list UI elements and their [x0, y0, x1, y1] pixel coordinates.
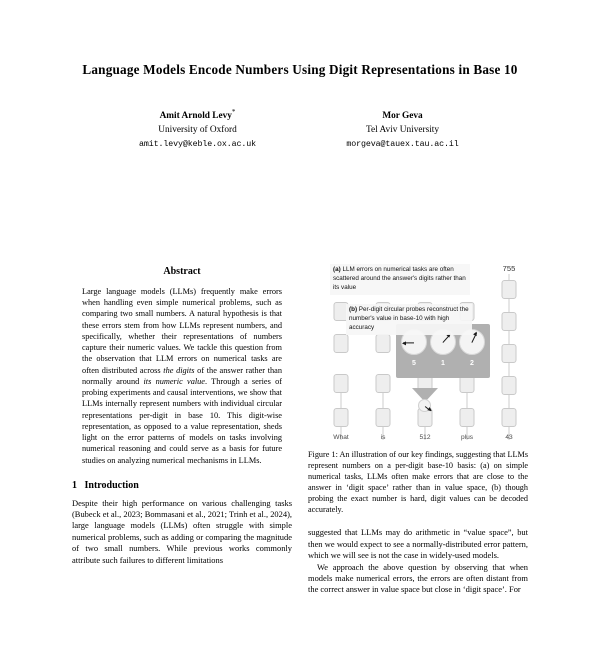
layer-node	[502, 408, 517, 427]
paper-page	[0, 62, 600, 662]
callout-a-text: LLM errors on numerical tasks are often scattered around the answer's digits rather than its value	[333, 266, 466, 291]
probe-digit-label: 2	[470, 360, 474, 367]
dial-pointer-icon	[424, 406, 430, 411]
figure-output-value: 755	[502, 264, 516, 273]
layer-node	[376, 374, 391, 393]
callout-b-label: (b)	[349, 306, 358, 313]
figure-callout-a	[330, 264, 470, 295]
layer-node	[502, 312, 517, 331]
figure-caption-text: An illustration of our key findings, suggesting that LLMs represent numbers on a per-digit base-10 basis: (a) on simple numerical tasks, LLMs often make errors that are close to the answer in ‘digit space’ rather than in value space, (b) though probing the exact number is hard, digit values can be decoded accurately.	[308, 450, 528, 514]
author-name	[95, 107, 300, 124]
dial-pointer-icon	[403, 342, 414, 343]
layer-node	[376, 334, 391, 353]
token-label: 43	[505, 434, 513, 441]
layer-node	[502, 344, 517, 363]
callout-b-text: Per-digit circular probes reconstruct the number's value in base-10 with high accuracy	[349, 306, 469, 331]
figure-caption	[308, 450, 528, 515]
abstract-emphasis-1: the digits	[163, 365, 195, 375]
left-column	[72, 262, 292, 662]
probe-mini-dial	[418, 399, 431, 412]
layer-node	[502, 376, 517, 395]
abstract-heading: Abstract	[163, 266, 201, 277]
probe-digit-label: 1	[441, 360, 445, 367]
author-email: amit.levy@keble.ox.ac.uk	[138, 139, 257, 149]
introduction-heading	[72, 480, 292, 491]
token-label: What	[333, 434, 349, 441]
author-name	[300, 107, 505, 124]
token-label: is	[380, 434, 386, 441]
callout-a-label: (a)	[333, 266, 341, 273]
right-column-paragraph-1: suggested that LLMs may do arithmetic in “value space”, but then we would expect to see a normally-distributed error pattern, which we will see is not the case in widely-used models.	[308, 527, 528, 561]
layer-node	[376, 408, 391, 427]
dial-pointer-icon	[442, 334, 450, 343]
figure-canvas	[308, 262, 528, 444]
layer-node	[460, 408, 475, 427]
token-label: plus	[460, 434, 474, 441]
body-columns	[0, 262, 600, 662]
dial-pointer-icon	[471, 333, 477, 343]
layer-node	[502, 280, 517, 299]
right-column-paragraph-2: We approach the above question by observing that when models make numerical errors, the errors are often distant from the correct answer in value space but close in ‘digit space’. For	[308, 561, 528, 595]
introduction-paragraph: Despite their high performance on various challenging tasks (Bubeck et al., 2023; Bommasani et al., 2021; Trinh et al., 2024), large language models (LLMs) often struggle with simple numerical problems, such as adding or comparing the magnitude of two small numbers. While previous works commonly attribute such failures to different limitations	[72, 497, 292, 565]
author-footnote-marker: *	[231, 107, 236, 116]
abstract-text-3: . Through a series of probing experiments and causal interventions, we show that LLMs internally represent numbers with individual circular representations per-digit in base 10. This digit-wise representation, as opposed to a value representation, sheds light on the error patterns of models on tasks involving numerical reasoning and could serve as a basis for future studies on analyzing numerical mechanisms in LLMs.	[82, 376, 282, 465]
author-list	[0, 107, 600, 151]
layer-node	[334, 408, 349, 427]
section-number: 1	[72, 479, 77, 491]
abstract-text-2: of the answer rather than normally around	[82, 365, 283, 386]
author-name-text: Amit Arnold Levy	[159, 110, 232, 121]
layer-node	[334, 374, 349, 393]
author-entry	[95, 107, 300, 151]
layer-node	[334, 334, 349, 353]
abstract-body	[82, 286, 282, 466]
page-title: Language Models Encode Numbers Using Digit Representations in Base 10	[82, 62, 518, 77]
author-affiliation: University of Oxford	[158, 125, 237, 136]
token-label: 512	[419, 434, 431, 441]
section-title: Introduction	[84, 479, 139, 491]
right-column	[308, 262, 528, 662]
author-entry	[300, 107, 505, 151]
figure-1	[308, 262, 528, 444]
abstract-text-1: Large language models (LLMs) frequently make errors when handling even simple numerical problems, such as comparing two small numbers. A natural hypothesis is that these errors stem from how LLMs represent numbers, and specifically, whether their representations of numbers capture their numeric values. We tackle this question from the observation that LLM errors on numerical tasks are often distributed across	[82, 287, 282, 375]
figure-callout-b	[346, 304, 472, 335]
author-affiliation: Tel Aviv University	[365, 125, 440, 136]
figure-caption-label: Figure 1:	[308, 450, 338, 459]
probe-digit-label: 5	[412, 360, 416, 367]
abstract-emphasis-2: its numeric value	[143, 376, 205, 386]
author-email: morgeva@tauex.tau.ac.il	[346, 139, 459, 149]
abstract-paragraph	[82, 286, 282, 466]
author-name-text: Mor Geva	[382, 110, 423, 121]
